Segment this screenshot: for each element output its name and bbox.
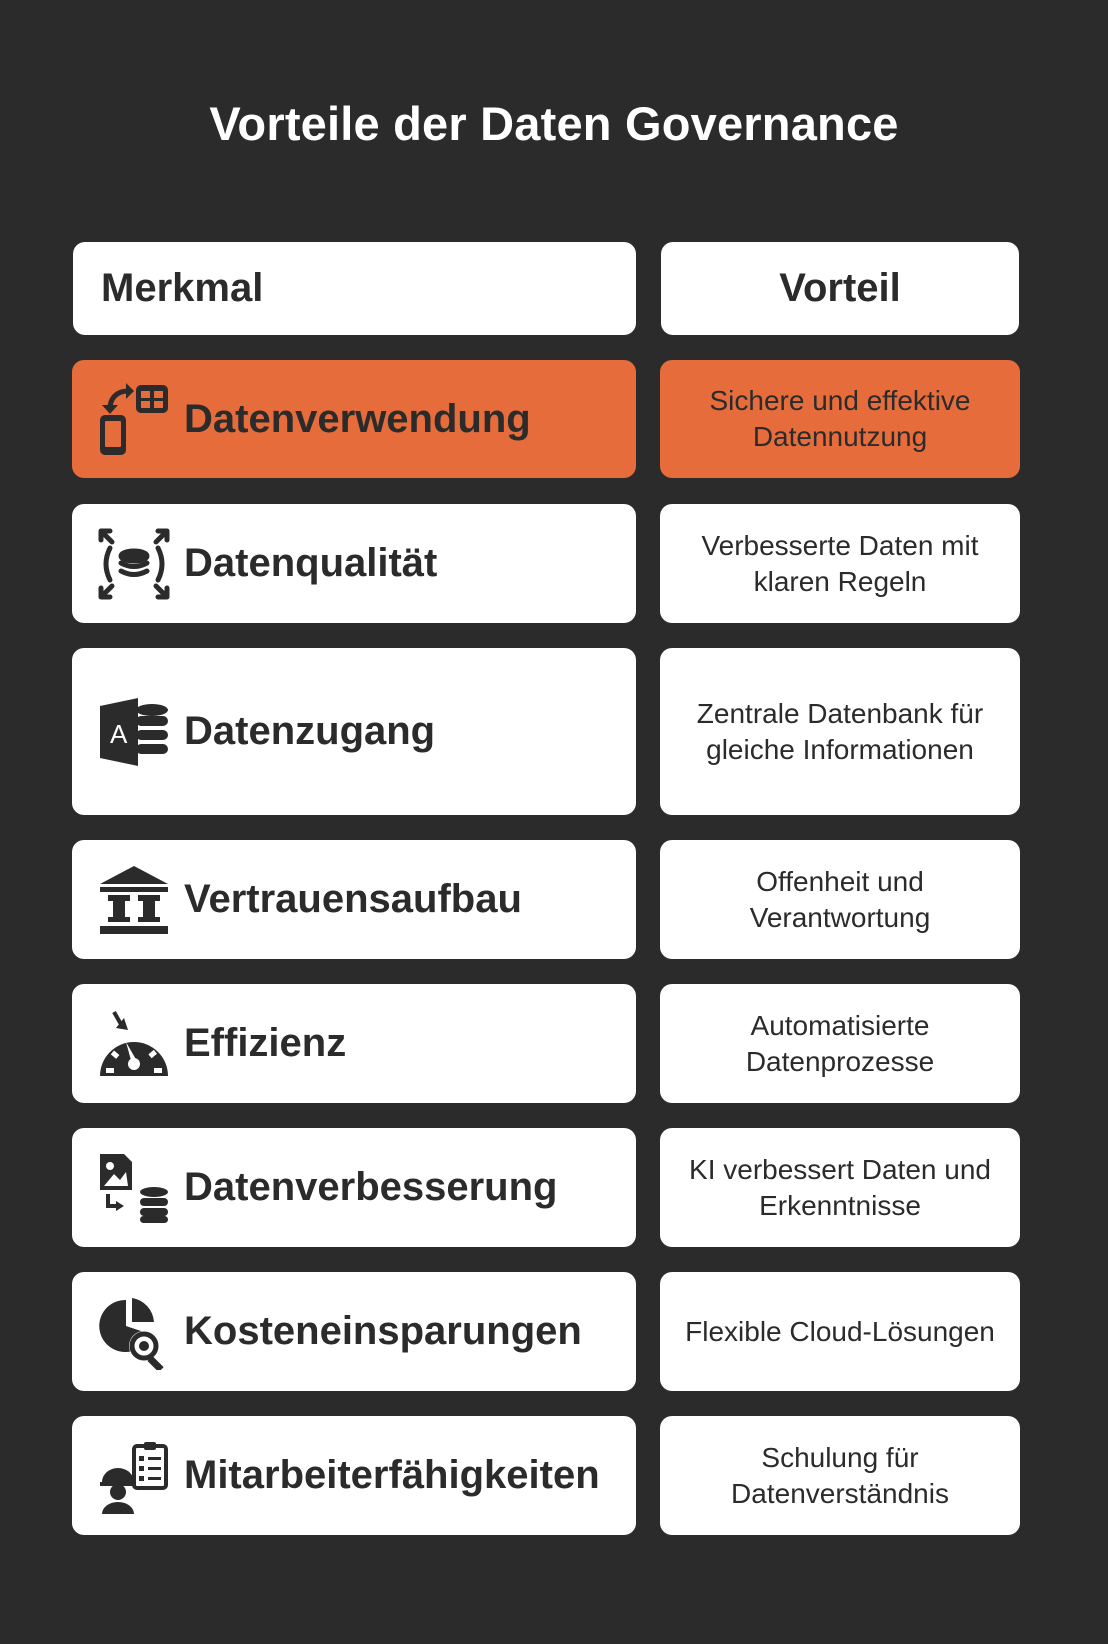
- feature-label: Datenzugang: [184, 709, 436, 753]
- feature-label: Effizienz: [184, 1021, 347, 1065]
- feature-label: Datenqualität: [184, 541, 438, 585]
- feature-cell: [72, 504, 636, 623]
- speedometer-icon: [96, 1006, 172, 1082]
- svg-text:A: A: [110, 718, 128, 749]
- benefit-text: Offenheit und Verantwortung: [749, 865, 931, 933]
- benefit-cell: [660, 504, 1020, 623]
- benefit-cell: [660, 1128, 1020, 1247]
- benefit-cell: [660, 984, 1020, 1103]
- feature-label: Vertrauensaufbau: [184, 877, 522, 921]
- page-title: Vorteile der Daten Governance: [209, 97, 899, 150]
- feature-cell: [72, 984, 636, 1103]
- feature-label: Datenverbesserung: [184, 1165, 558, 1209]
- feature-cell: [72, 1416, 636, 1535]
- header-benefit: Vorteil: [661, 242, 1019, 335]
- feature-label: Datenverwendung: [184, 396, 531, 441]
- benefit-cell: [660, 840, 1020, 959]
- benefit-text: Sichere und effektive Datennutzung: [709, 385, 971, 452]
- chart-magnifier-icon: [96, 1294, 172, 1370]
- feature-cell: [72, 648, 636, 815]
- access-database-icon: [96, 694, 172, 770]
- benefit-text: Zentrale Datenbank für gleiche Informationen: [696, 697, 984, 765]
- benefit-text: Flexible Cloud-Lösungen: [685, 1315, 995, 1347]
- benefit-cell: [660, 360, 1020, 478]
- institution-icon: [96, 862, 172, 938]
- benefit-cell: [660, 648, 1020, 815]
- device-data-transfer-icon: [96, 381, 172, 457]
- feature-label: Mitarbeiterfähigkeiten: [184, 1453, 600, 1497]
- benefit-cell: [660, 1272, 1020, 1391]
- feature-label: Kosteneinsparungen: [184, 1309, 582, 1353]
- feature-cell: [72, 1272, 636, 1391]
- feature-cell: [72, 360, 636, 478]
- database-expand-icon: [96, 526, 172, 602]
- benefit-text: Schulung für Datenverständnis: [731, 1441, 949, 1509]
- benefit-text: Automatisierte Datenprozesse: [745, 1009, 935, 1077]
- image-to-database-icon: [96, 1150, 172, 1226]
- worker-checklist-icon: [96, 1438, 172, 1514]
- benefit-text: Verbesserte Daten mit klaren Regeln: [701, 529, 979, 597]
- feature-cell: [72, 840, 636, 959]
- benefit-cell: [660, 1416, 1020, 1535]
- benefit-text: KI verbessert Daten und Erkenntnisse: [689, 1153, 991, 1221]
- header-feature: Merkmal: [73, 242, 636, 335]
- feature-cell: [72, 1128, 636, 1247]
